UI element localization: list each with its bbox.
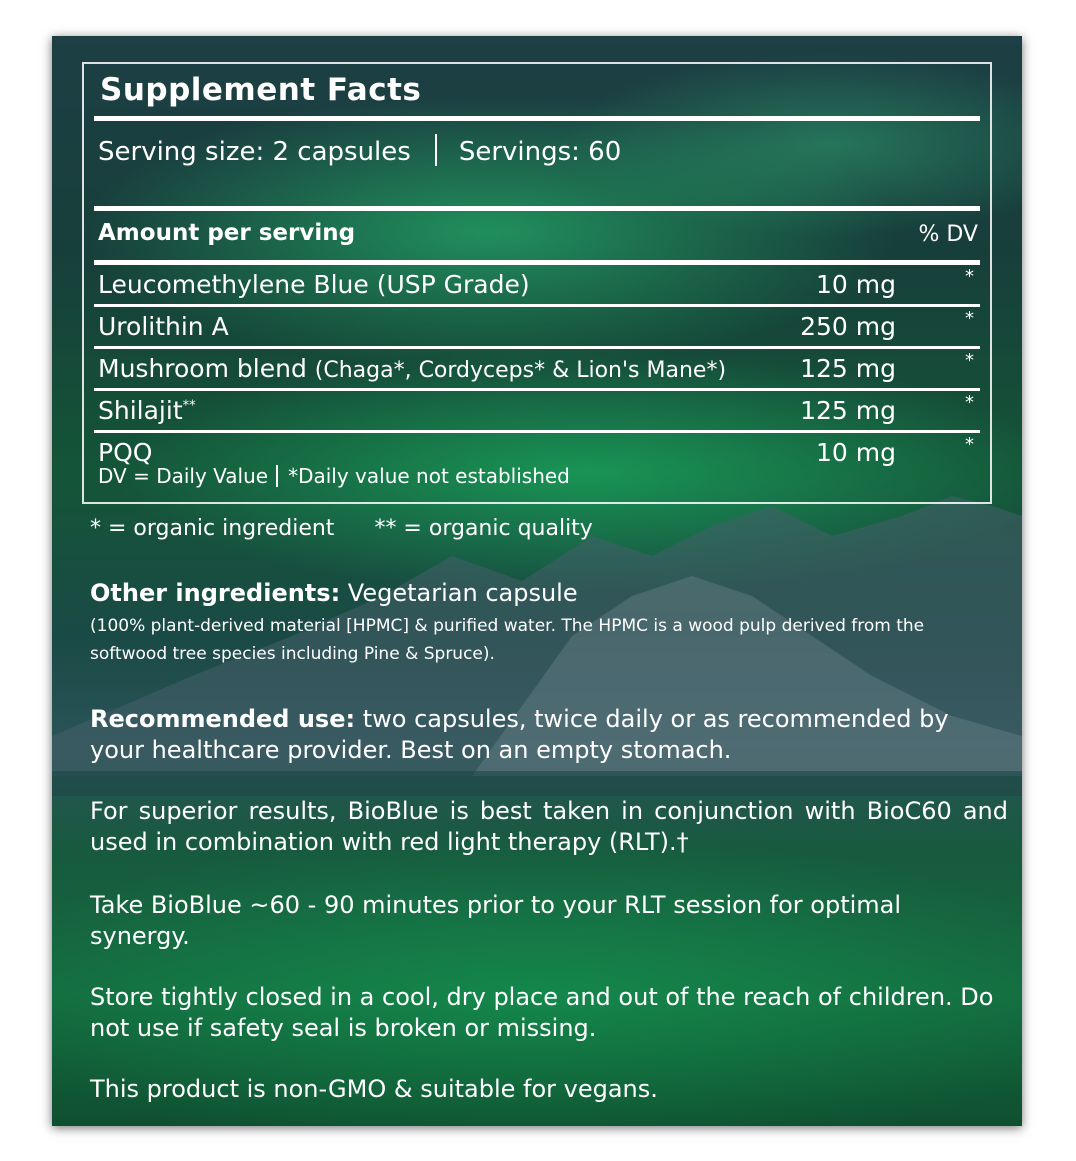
- amount-per-serving-header: Amount per serving: [98, 220, 356, 246]
- ingredient-name: Leucomethylene Blue (USP Grade): [98, 270, 530, 299]
- other-ingredients-value: Vegetarian capsule: [340, 579, 578, 607]
- organic-ingredient-note: * = organic ingredient: [90, 516, 335, 541]
- separator: [276, 465, 278, 487]
- non-gmo-paragraph: This product is non-GMO & suitable for vegans.: [90, 1075, 658, 1103]
- organic-quality-note: ** = organic quality: [374, 516, 593, 541]
- recommended-use-value: two capsules, twice daily or as recommended by your healthcare provider. Best on an empty stomach.: [90, 705, 949, 764]
- ingredient-row: [98, 350, 978, 388]
- ingredient-amount: 125 mg: [800, 396, 896, 425]
- ingredient-amount: 250 mg: [800, 312, 896, 341]
- ingredient-dv: *: [965, 308, 974, 329]
- ingredient-amount: 10 mg: [816, 438, 896, 467]
- serving-info: [98, 134, 621, 167]
- ingredient-row: [98, 266, 978, 304]
- supplement-label: [52, 36, 1022, 1126]
- ingredient-dv: *: [965, 392, 974, 413]
- ingredient-name: Urolithin A: [98, 312, 229, 341]
- ingredient-amount: 10 mg: [816, 270, 896, 299]
- other-ingredients: [90, 578, 1008, 609]
- usage-paragraph: For superior results, BioBlue is best taken in conjunction with BioC60 and used in combination with red light therapy (RLT).†: [90, 797, 1008, 856]
- recommended-use-label: Recommended use:: [90, 705, 356, 733]
- ingredient-name: Mushroom blend (Chaga*, Cordyceps* & Lion's Mane*): [98, 354, 727, 383]
- divider: [94, 304, 980, 307]
- dv-note: DV = Daily Value: [98, 464, 269, 488]
- other-ingredients-detail: (100% plant-derived material [HPMC] & purified water. The HPMC is a wood pulp derived from the softwood tree species including Pine & Spruce).: [90, 616, 925, 664]
- divider: [94, 430, 980, 433]
- ingredient-dv: *: [965, 350, 974, 371]
- ingredient-name: PQQ: [98, 438, 153, 467]
- divider: [94, 346, 980, 349]
- divider: [94, 388, 980, 391]
- dv-header: % DV: [918, 222, 978, 247]
- dv-not-established-note: *Daily value not established: [288, 464, 570, 488]
- ingredient-row: [98, 392, 978, 430]
- divider: [94, 260, 980, 265]
- ingredient-dv: *: [965, 266, 974, 287]
- storage-paragraph: Store tightly closed in a cool, dry place and out of the reach of children. Do not use if safety seal is broken or missing.: [90, 983, 994, 1042]
- servings-count: Servings: 60: [458, 137, 622, 167]
- serving-size: Serving size: 2 capsules: [98, 137, 411, 167]
- divider: [94, 206, 980, 211]
- ingredient-dv: *: [965, 434, 974, 455]
- dv-footnote: [98, 464, 570, 488]
- organic-notes: [90, 516, 593, 541]
- divider: [94, 116, 980, 121]
- separator: [435, 134, 437, 166]
- ingredient-name: Shilajit**: [98, 396, 196, 425]
- other-ingredients-label: Other ingredients:: [90, 579, 341, 607]
- facts-title: Supplement Facts: [100, 72, 422, 108]
- ingredient-amount: 125 mg: [800, 354, 896, 383]
- supplement-facts-panel: [82, 62, 992, 504]
- recommended-use: [90, 704, 1008, 766]
- timing-paragraph: Take BioBlue ~60 - 90 minutes prior to your RLT session for optimal synergy.: [90, 891, 902, 950]
- ingredient-row: [98, 308, 978, 346]
